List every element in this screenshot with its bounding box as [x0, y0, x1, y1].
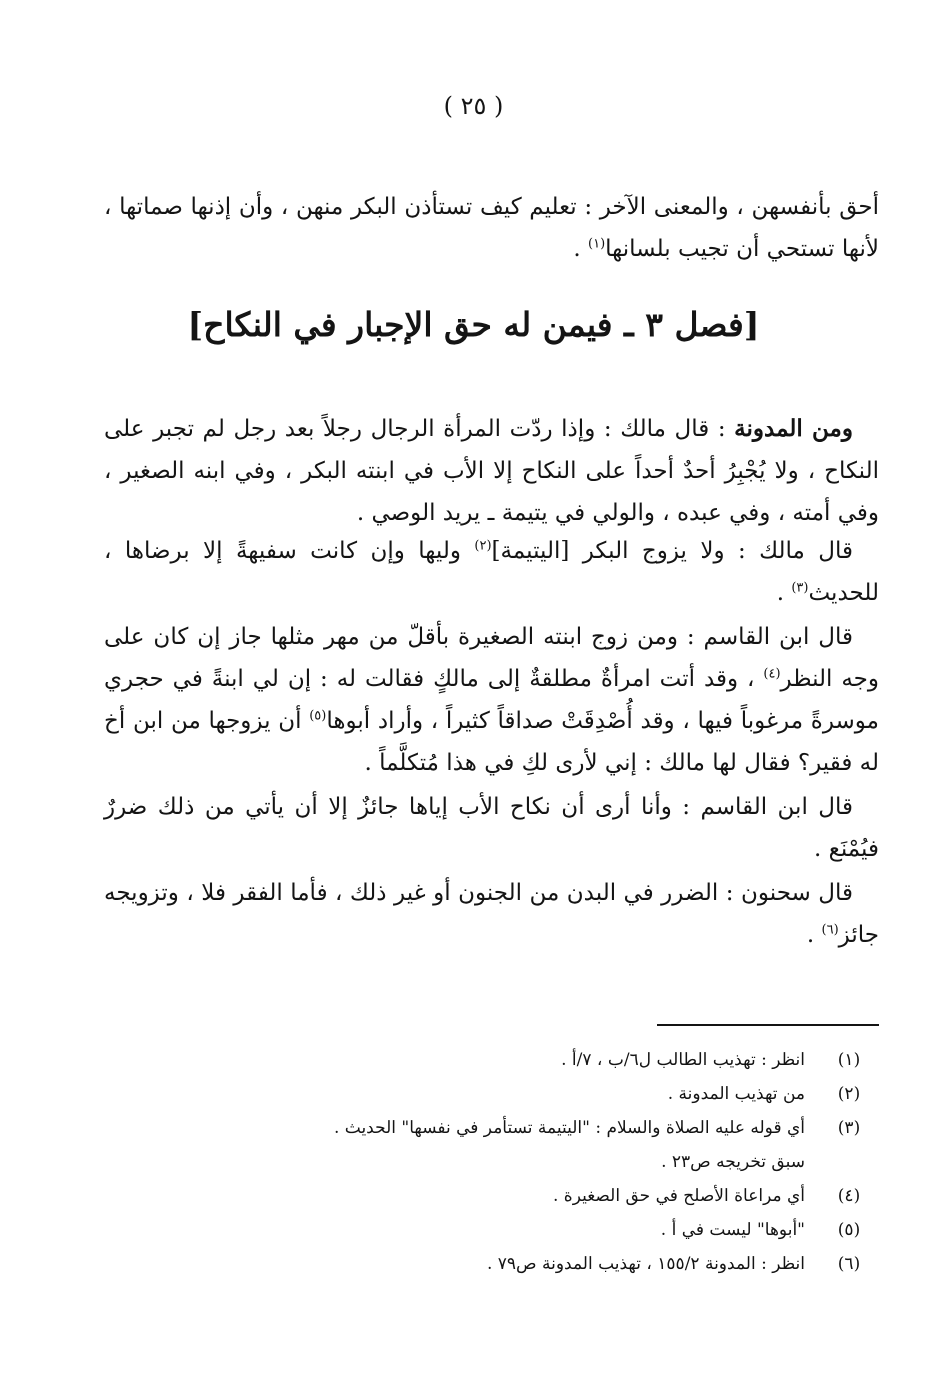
intro-paragraph-tail: .: [573, 236, 588, 262]
paragraph-text: أن يزوجها من ابن أخ له فقير؟ فقال لها مالك : إني لأرى لكِ في هذا مُتكلَّماً .: [104, 708, 879, 776]
paragraph-sahnun: [104, 872, 879, 956]
paragraph-malik: [104, 530, 879, 614]
footnote-ref[interactable]: (٢): [474, 538, 492, 554]
footnote-text: [104, 1111, 819, 1179]
footnote-number: (٥): [837, 1220, 861, 1240]
footnote-ref[interactable]: (١): [588, 236, 606, 252]
footnote-ref[interactable]: (٤): [763, 666, 781, 682]
paragraph-text: ، وقد أتت امرأةٌ مطلقةٌ إلى مالكٍ فقالت له : إن لي ابنةً في حجري موسرةً مرغوباً فيها ، وقد أُصْدِقَتْ صداقاً كثيراً ، وأراد أبوها: [104, 666, 879, 734]
footnote-text: "أبوها" ليست في أ .: [660, 1220, 805, 1240]
footnote-divider: [657, 1024, 879, 1026]
paragraph-ibn-alqasim-2: [104, 786, 879, 870]
intro-paragraph: [104, 186, 879, 270]
footnote-ref[interactable]: (٥): [309, 708, 327, 724]
footnote-number: (٢): [837, 1084, 861, 1104]
footnote-item: [104, 1213, 879, 1247]
paragraph-text: .: [806, 922, 822, 948]
footnote-text: من تهذيب المدونة .: [667, 1084, 805, 1104]
paragraph-text: .: [776, 580, 792, 606]
footnote-item: [104, 1179, 879, 1213]
intro-paragraph-text: أحق بأنفسهن ، والمعنى الآخر : تعليم كيف تستأذن البكر منهن ، وأن إذنها صماتها ، لأنها تستحي أن تجيب بلسانها: [104, 194, 879, 262]
paragraph-text: قال ابن القاسم : وأنا أرى أن نكاح الأب إياها جائزٌ إلا أن يأتي من ذلك ضررٌ فيُمْنَع .: [104, 794, 879, 862]
page-number: ( ٢٥ ): [443, 92, 504, 120]
footnote-item: [104, 1111, 879, 1179]
footnote-ref[interactable]: (٣): [791, 580, 809, 596]
footnote-item: [104, 1077, 879, 1111]
paragraph-text: : قال مالك : وإذا ردّت المرأة الرجال رجلاً بعد رجل لم تجبر على النكاح ، ولا يُجْبِرُ أحدٌ أحداً على النكاح إلا الأب في ابنته البكر ، وفي ابنه الصغير ، وفي أمته ، وفي عبده ، والولي في يتيمة ـ يريد الوصي .: [104, 416, 879, 526]
footnote-number: (١): [837, 1050, 861, 1070]
paragraph-text: قال ابن القاسم : ومن زوج ابنته الصغيرة بأقلّ من مهر مثلها جاز إن كان على وجه النظر: [104, 624, 879, 692]
paragraph-text: قال مالك : ولا يزوج البكر [اليتيمة]: [491, 538, 853, 564]
paragraph-text: قال سحنون : الضرر في البدن من الجنون أو غير ذلك ، فأما الفقر فلا ، وتزويجه جائز: [104, 880, 879, 948]
footnote-text: انظر : المدونة ١٥٥/٢ ، تهذيب المدونة ص٧٩ .: [486, 1254, 805, 1274]
paragraph-text: وليها وإن كانت سفيهةً إلا برضاها ، للحديث: [104, 538, 879, 606]
footnote-number: (٣): [837, 1118, 861, 1138]
footnote-text-line: سبق تخريجه ص٢٣ .: [661, 1152, 805, 1172]
paragraph-mudawwana: [104, 408, 879, 534]
paragraph-ibn-alqasim-1: [104, 616, 879, 784]
footnote-number: (٦): [837, 1254, 861, 1274]
paragraph-lead: ومن المدونة: [734, 415, 853, 442]
footnotes: [104, 1043, 879, 1281]
footnote-ref[interactable]: (٦): [821, 922, 839, 938]
footnote-item: [104, 1043, 879, 1077]
footnote-number: (٤): [837, 1186, 861, 1206]
footnote-item: [104, 1247, 879, 1281]
chapter-title: [فصل ٣ ـ فيمن له حق الإجبار في النكاح]: [187, 305, 760, 344]
footnote-text: انظر : تهذيب الطالب ل٦/ب ، ٧/أ .: [561, 1050, 805, 1070]
footnote-text-line: أي قوله عليه الصلاة والسلام : "اليتيمة تستأمر في نفسها" الحديث .: [333, 1118, 805, 1138]
footnote-text: أي مراعاة الأصلح في حق الصغيرة .: [553, 1186, 805, 1206]
